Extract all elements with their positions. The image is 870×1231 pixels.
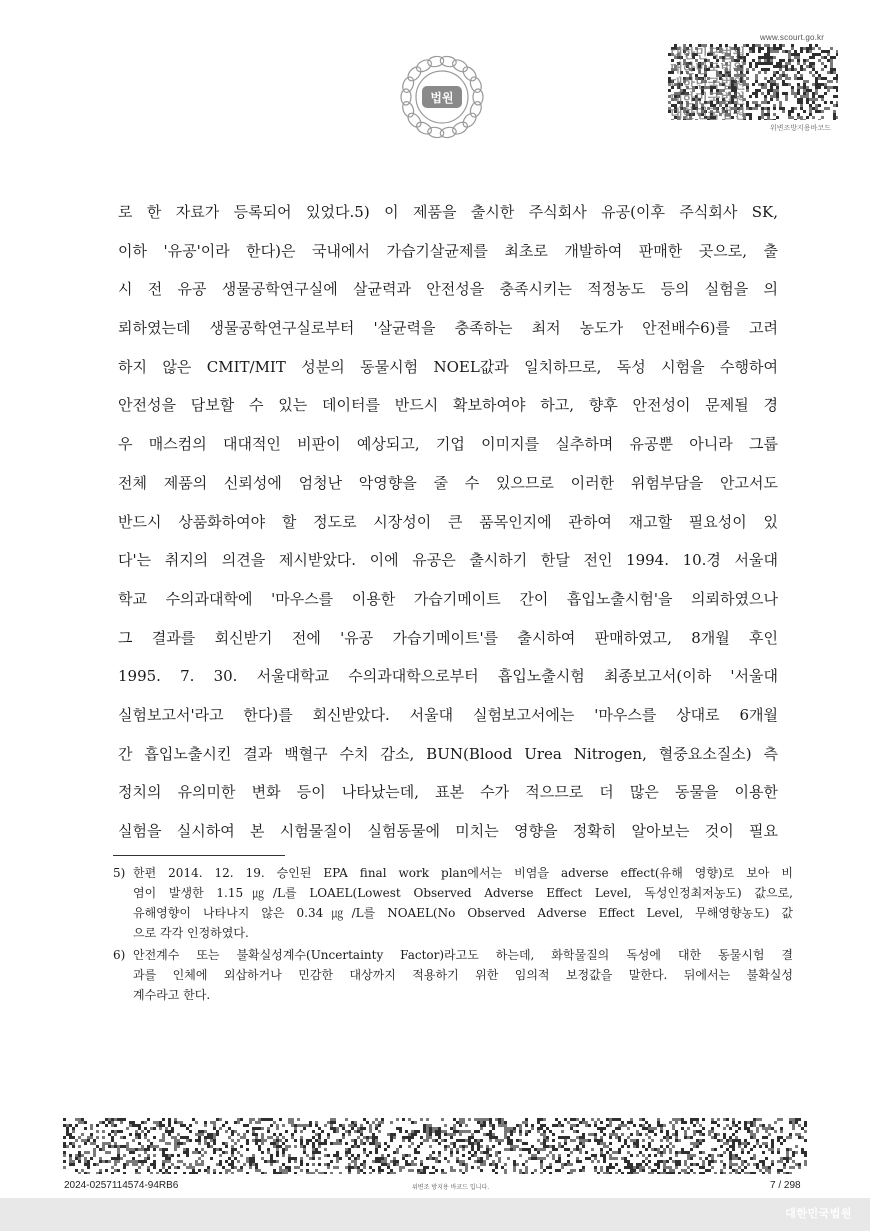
body-line: 그 결과를 회신받기 전에 '유공 가습기메이트'를 출시하여 판매하였고, 8개월 후인 [118, 628, 778, 647]
court-seal-icon [391, 46, 493, 148]
page-number: 7 / 298 [770, 1180, 801, 1191]
watermark-row: 대한민국법원 [670, 47, 746, 62]
body-line: 실험보고서'라고 한다)를 회신받았다. 서울대 실험보고서에는 '마우스를 상대로 6개월 [118, 705, 778, 724]
footnote-number: 5) [113, 866, 126, 880]
footnote-6 [113, 945, 793, 1005]
footnote-5 [113, 863, 793, 943]
watermark-row: 대한민국법원 [670, 77, 746, 92]
body-line: 하지 않은 CMIT/MIT 성분의 동물시험 NOEL값과 일치하므로, 독성 시험을 수행하여 [118, 357, 778, 376]
court-url: www.scourt.go.kr [760, 33, 825, 42]
document-id: 2024-0257114574-94RB6 [64, 1180, 179, 1191]
body-line: 간 흡입노출시킨 결과 백혈구 수치 감소, BUN(Blood Urea Nitrogen, 혈중요소질소) 측 [118, 744, 778, 763]
footnote-line: 계수라고 한다. [133, 988, 211, 1002]
anti-forgery-code-strip-icon [63, 1118, 807, 1174]
judgment-body-text [118, 193, 778, 851]
footnote-number: 6) [113, 948, 126, 962]
watermark-row: 대한민국법원 [670, 62, 746, 77]
body-line: 뢰하였는데 생물공학연구실로부터 '살균력을 충족하는 최저 농도가 안전배수6)를 고려 [118, 319, 778, 338]
footnotes [113, 863, 793, 1007]
body-line: 다'는 취지의 의견을 제시받았다. 이에 유공은 출시하기 한달 전인 1994. 10.경 서울대 [118, 551, 778, 570]
body-line: 이하 '유공'이라 한다)은 국내에서 가습기살균제를 최초로 개발하여 판매한 곳으로, 출 [118, 241, 778, 260]
body-line: 전체 제품의 신뢰성에 엄청난 악영향을 줄 수 있으므로 이러한 위험부담을 안고서도 [118, 473, 778, 492]
barcode-notice: 위변조 방지용 바코드 입니다. [412, 1184, 490, 1191]
body-line: 우 매스컴의 대대적인 비판이 예상되고, 기업 이미지를 실추하며 유공뿐 아니라 그룹 [118, 435, 778, 454]
body-line: 안전성을 담보할 수 있는 데이터를 반드시 확보하여야 하고, 향후 안전성이 문제될 경 [118, 396, 778, 415]
barcode-label: 위변조방지용바코드 [770, 124, 831, 132]
body-line: 정치의 유의미한 변화 등이 나타났는데, 표본 수가 적으므로 더 많은 동물을 이용한 [118, 783, 778, 802]
watermark-row: 대한민국법원 [670, 107, 746, 120]
body-line: 반드시 상품화하여야 할 정도로 시장성이 큰 품목인지에 관하여 재고할 필요성이 있 [118, 512, 778, 531]
anti-forgery-barcode-icon [668, 44, 838, 120]
watermark-row: 대한민국법원 [670, 92, 746, 107]
footer-strip [0, 1198, 870, 1231]
body-line: 학교 수의과대학에 '마우스를 이용한 가습기메이트 간이 흡입노출시험'을 의뢰하였으나 [118, 589, 778, 608]
body-line: 시 전 유공 생물공학연구실에 살균력과 안전성을 충족시키는 적정농도 등의 실험을 의 [118, 280, 778, 299]
footnote-line: 안전계수 또는 불확실성계수(Uncertainty Factor)라고도 하는데, 화학물질의 독성에 대한 동물시험 결 [133, 948, 793, 962]
footnote-line: 유해영향이 나타나지 않은 0.34㎍/L를 NOAEL(No Observed Adverse Effect Level, 무해영향농도) 값 [133, 906, 793, 920]
body-line: 로 한 자료가 등록되어 있었다.5) 이 제품을 출시한 주식회사 유공(이후 주식회사 SK, [118, 203, 778, 221]
body-line: 실험을 실시하여 본 시험물질이 실험동물에 미치는 영향을 정확히 알아보는 것이 필요 [118, 822, 778, 840]
footnote-divider [113, 855, 285, 856]
footnote-line: 으로 각각 인정하였다. [133, 926, 249, 940]
footnote-line: 한편 2014. 12. 19. 승인된 EPA final work plan에서는 비염을 adverse effect(유해 영향)로 보아 비 [133, 866, 793, 880]
footnote-line: 과를 인체에 외삽하거나 민감한 대상까지 적용하기 위한 임의적 보정값을 말한다. 뒤에서는 불확실성 [133, 968, 793, 982]
footnote-line: 염이 발생한 1.15㎍/L를 LOAEL(Lowest Observed Adverse Effect Level, 독성인정최저농도) 값으로, [133, 886, 793, 900]
court-name: 대한민국법원 [785, 1207, 852, 1220]
seal-text: 법원 [430, 91, 454, 105]
body-line: 1995. 7. 30. 서울대학교 수의과대학으로부터 흡입노출시험 최종보고서(이하 '서울대 [118, 667, 778, 686]
